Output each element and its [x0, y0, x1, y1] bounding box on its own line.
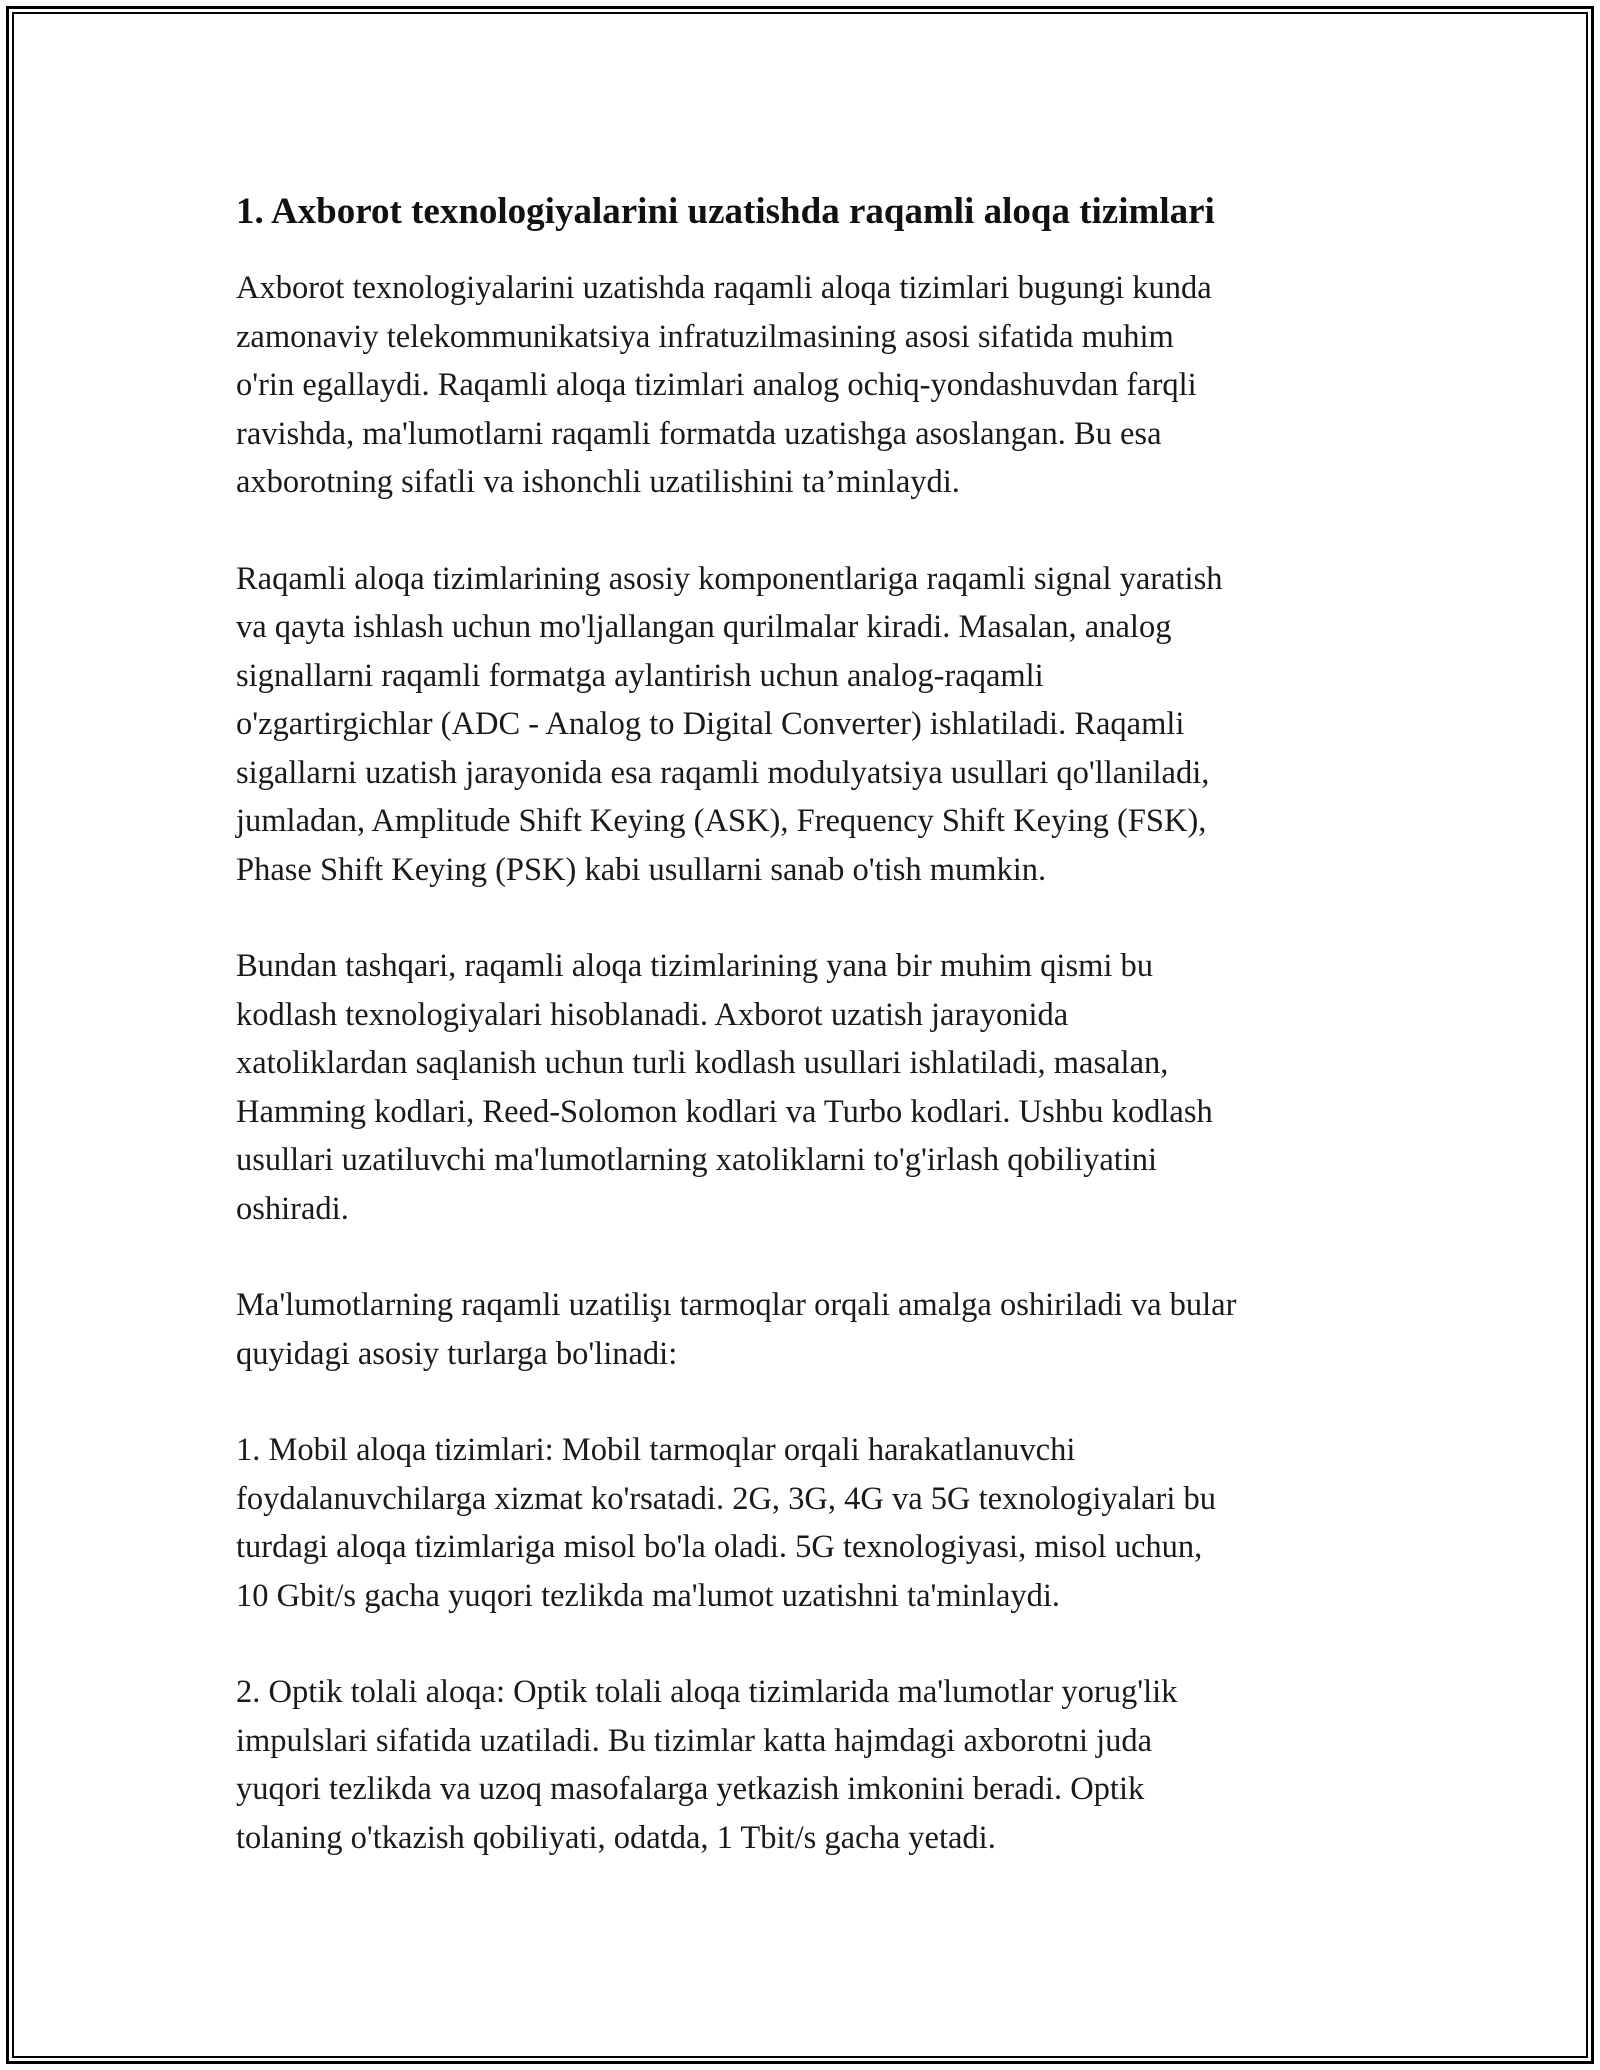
document-body: [236, 186, 1376, 1910]
paragraph-components: Raqamli aloqa tizimlarining asosiy komponentlariga raqamli signal yaratish va qayta ishlash uchun mo'ljallangan qurilmalar kiradi. Masalan, analog signallarni raqamli formatga aylantirish uchun analog-raqamli o'zgartirgichlar (ADC - Analog to Digital Converter) ishlatiladi. Raqamli sigallarni uzatish jarayonida esa raqamli modulyatsiya usullari qo'llaniladi, jumladan, Amplitude Shift Keying (ASK), Frequency Shift Keying (FSK), Phase Shift Keying (PSK) kabi usullarni sanab o'tish mumkin.: [236, 560, 1223, 888]
list-item-optical: 2. Optik tolali aloqa: Optik tolali aloqa tizimlarida ma'lumotlar yorug'lik impulslari sifatida uzatiladi. Bu tizimlar katta hajmdagi axborotni juda yuqori tezlikda va uzoq masofalarga yetkazish imkonini beradi. Optik tolaning o'tkazish qobiliyati, odatda, 1 Tbit/s gacha yetadi.: [236, 1674, 1178, 1856]
paragraph-coding: Bundan tashqari, raqamli aloqa tizimlarining yana bir muhim qismi bu kodlash texnologiyalari hisoblanadi. Axborot uzatish jarayonida xatoliklardan saqlanish uchun turli kodlash usullari ishlatiladi, masalan, Hamming kodlari, Reed-Solomon kodlari va Turbo kodlari. Ushbu kodlash usullari uzatiluvchi ma'lumotlarning xatoliklarni to'g'irlash qobiliyatini oshiradi.: [236, 948, 1213, 1227]
section-heading: 1. Axborot texnologiyalarini uzatishda raqamli aloqa tizimlari: [236, 191, 1215, 232]
list-item-mobile: 1. Mobil aloqa tizimlari: Mobil tarmoqlar orqali harakatlanuvchi foydalanuvchilarga xizmat ko'rsatadi. 2G, 3G, 4G va 5G texnologiyalari bu turdagi aloqa tizimlariga misol bo'la oladi. 5G texnologiyasi, misol uchun, 10 Gbit/s gacha yuqori tezlikda ma'lumot uzatishni ta'minlaydi.: [236, 1432, 1216, 1614]
paragraph-intro: Axborot texnologiyalarini uzatishda raqamli aloqa tizimlari bugungi kunda zamonaviy telekommunikatsiya infratuzilmasining asosi sifatida muhim o'rin egallaydi. Raqamli aloqa tizimlari analog ochiq-yondashuvdan farqli ravishda, ma'lumotlarni raqamli formatda uzatishga asoslangan. Bu esa axborotning sifatli va ishonchli uzatilishini ta’minlaydi.: [236, 270, 1212, 500]
paragraph-network-types: Ma'lumotlarning raqamli uzatilişı tarmoqlar orqali amalga oshiriladi va bular quyidagi asosiy turlarga bo'linadi:: [236, 1287, 1237, 1372]
